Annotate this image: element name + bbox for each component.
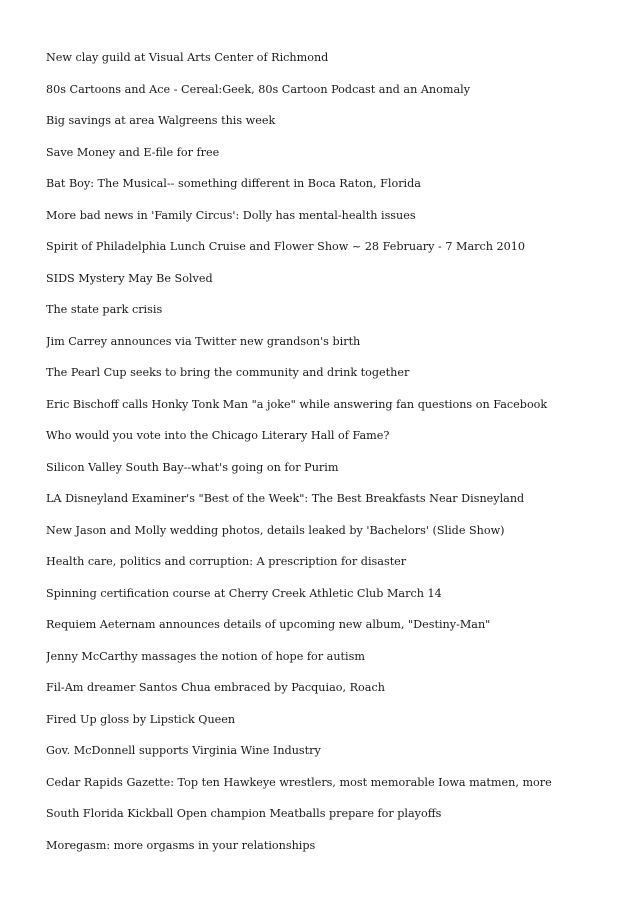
headline-item: The state park crisis — [46, 303, 163, 316]
headline-item: SIDS Mystery May Be Solved — [46, 271, 213, 285]
headline-item: Spinning certification course at Cherry Creek Athletic Club March 14 — [46, 586, 442, 600]
headline-list — [46, 50, 626, 869]
headline-item: Spirit of Philadelphia Lunch Cruise and Flower Show ~ 28 February - 7 March 2010 — [46, 240, 525, 253]
headline-item: South Florida Kickball Open champion Meatballs prepare for playoffs — [46, 807, 442, 820]
headline-item: Gov. McDonnell supports Virginia Wine Industry — [46, 744, 321, 757]
headline-item: New Jason and Molly wedding photos, details leaked by 'Bachelors' (Slide Show) — [46, 523, 505, 537]
headline-item: 80s Cartoons and Ace - Cereal:Geek, 80s Cartoon Podcast and an Anomaly — [46, 82, 471, 96]
headline-item: Bat Boy: The Musical-- something different in Boca Raton, Florida — [46, 177, 421, 190]
headline-item: LA Disneyland Examiner's "Best of the Week": The Best Breakfasts Near Disneyland — [46, 492, 525, 505]
headline-item: More bad news in 'Family Circus': Dolly has mental-health issues — [46, 208, 416, 222]
headline-item: Fired Up gloss by Lipstick Queen — [46, 712, 236, 726]
headline-item: Silicon Valley South Bay--what's going on for Purim — [46, 460, 339, 474]
headline-item: Jim Carrey announces via Twitter new grandson's birth — [46, 334, 361, 348]
headline-item: Jenny McCarthy massages the notion of hope for autism — [46, 649, 365, 663]
headline-item: Fil-Am dreamer Santos Chua embraced by Pacquiao, Roach — [46, 681, 385, 694]
headline-item: Moregasm: more orgasms in your relationships — [46, 838, 316, 852]
headline-item: Save Money and E-file for free — [46, 145, 220, 159]
headline-item: Requiem Aeternam announces details of upcoming new album, "Destiny-Man" — [46, 618, 491, 631]
headline-item: New clay guild at Visual Arts Center of Richmond — [46, 51, 329, 64]
headline-item: The Pearl Cup seeks to bring the community and drink together — [46, 366, 410, 379]
headline-item: Cedar Rapids Gazette: Top ten Hawkeye wrestlers, most memorable Iowa matmen, more — [46, 775, 552, 789]
headline-item: Big savings at area Walgreens this week — [46, 114, 276, 127]
headline-item: Health care, politics and corruption: A prescription for disaster — [46, 555, 407, 568]
headline-item: Who would you vote into the Chicago Literary Hall of Fame? — [46, 429, 390, 442]
headline-item: Eric Bischoff calls Honky Tonk Man "a joke" while answering fan questions on Facebook — [46, 397, 548, 411]
